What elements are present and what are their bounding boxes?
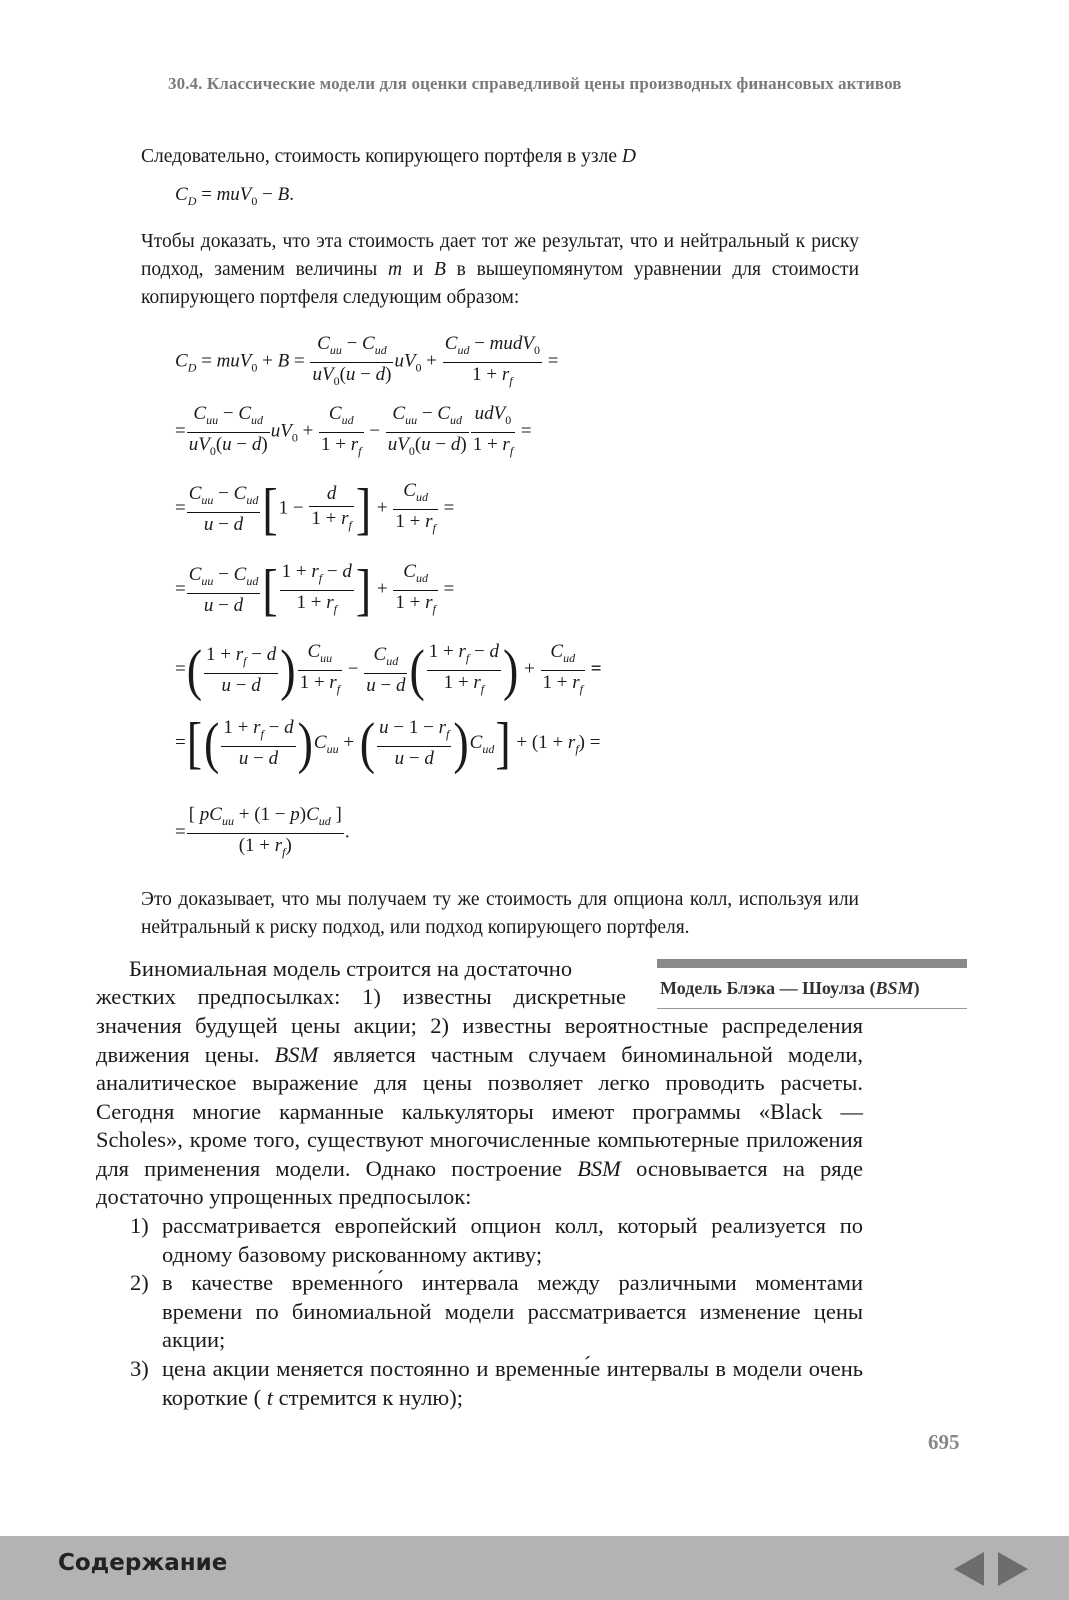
bsm-paragraph-line-1: Биномиальная модель строится на достаточно <box>129 956 573 981</box>
list-item-2-text: в качестве временно́го интервала между различными моментами времени по биномиальной модели рассматривается изменение цены акции; <box>162 1270 863 1352</box>
derivation-line-6: =[( $\frac{1 + r_f - d}{u - d}$ )$C_{uu}$ + ( $\frac{u - 1 - r_f}{u - d}$ )$C_{ud}] + (1 + r_f)$ = <box>175 710 601 775</box>
derivation-line-3: = $\frac{C_{uu} - C_{ud}}{u - d}$ [1 − $\frac{d}{1 + r_f}$ ] + $\frac{C_{ud}}{1 + r_f}$ = <box>175 476 455 541</box>
sidebar-underline <box>657 1008 967 1009</box>
conclusion-paragraph: Это доказывает, что мы получаем ту же стоимость для опциона колл, используя или нейтральный к риску подход, или подход копирующего портфеля. <box>141 889 859 938</box>
list-item-3-number: 3) <box>130 1356 149 1381</box>
running-header: 30.4. Классические модели для оценки справедливой цены производных финансовых активов <box>168 74 902 93</box>
sidebar-title: Модель Блэка — Шоулза (BSM) <box>660 978 920 998</box>
derivation-line-4: = $\frac{C_{uu} - C_{ud}}{u - d}$ [ $\frac{1 + r_f - d}{1 + r_f}$ ] + $\frac{C_{ud}}{1 + r_f}$ = <box>175 557 455 622</box>
contents-link[interactable]: Содержание <box>58 1550 228 1576</box>
list-item-3-text: цена акции меняется постоянно и временны́е интервалы в модели очень короткие ( t стремится к нулю); <box>162 1356 863 1410</box>
formula-cd: $C_D = muV_0 - B$. <box>175 184 294 208</box>
derivation-line-7: = $\frac{[ pC_{uu} + (1 - p)C_{ud} ]}{(1 + r_f)}$ . <box>175 804 350 859</box>
previous-page-arrow-icon[interactable] <box>954 1552 984 1586</box>
derivation-line-1: $C_D = muV_0 + B$ = $\frac{C_{uu} - C_{ud}}{uV_0(u - d)}$ $uV_0$ + $\frac{C_{ud} - mudV_0}{1 + r_f}$ = <box>175 333 559 388</box>
intro-sentence: Следовательно, стоимость копирующего портфеля в узле D <box>141 146 636 167</box>
list-item-1-text: рассматривается европейский опцион колл, который реализуется по одному базовому рискованному активу; <box>162 1213 863 1267</box>
sidebar-rule <box>657 959 967 968</box>
list-item-1-number: 1) <box>130 1213 149 1238</box>
list-item-2-number: 2) <box>130 1270 149 1295</box>
bsm-paragraph-body: значения будущей цены акции; 2) известны вероятностные распределения движения цены. BSM является частным случаем биноминальной модели, аналитическое выражение для цены позволяет легко проводить расчеты. Сегодня многие карманные калькуляторы имеют программы «Black — Scholes», кроме того, существуют многочисленные компьютерные приложения для применения модели. Однако построение BSM основывается на ряде достаточно упрощенных предпосылок: <box>96 1013 864 1209</box>
page-number: 695 <box>928 1430 960 1454</box>
derivation-line-5: =( $\frac{1 + r_f - d}{u - d}$ ) $\frac{C_{uu}}{1 + r_f}$ − $\frac{C_{ud}}{u - d}$ ( $\frac{1 + r_f - d}{1 + r_f}$ ) + $\frac{C_{ud}}{1 + r_f}$ = <box>175 637 602 702</box>
next-page-arrow-icon[interactable] <box>998 1552 1028 1586</box>
derivation-line-2: = $\frac{C_{uu} - C_{ud}}{uV_0(u - d)}$ $uV_0$ + $\frac{C_{ud}}{1 + r_f}$ − $\frac{C_{uu} - C_{ud}}{uV_0(u - d)}$ $\frac{udV_0}{1 + r_f}$ = <box>175 403 532 458</box>
proof-paragraph: Чтобы доказать, что эта стоимость дает тот же результат, что и нейтральный к риску подход, заменим величины m и B в вышеупомянутом уравнении для стоимости копирующего портфеля следующим образом: <box>141 231 860 308</box>
bsm-paragraph-line-2: жестких предпосылках: 1) известны дискретные <box>96 984 626 1009</box>
